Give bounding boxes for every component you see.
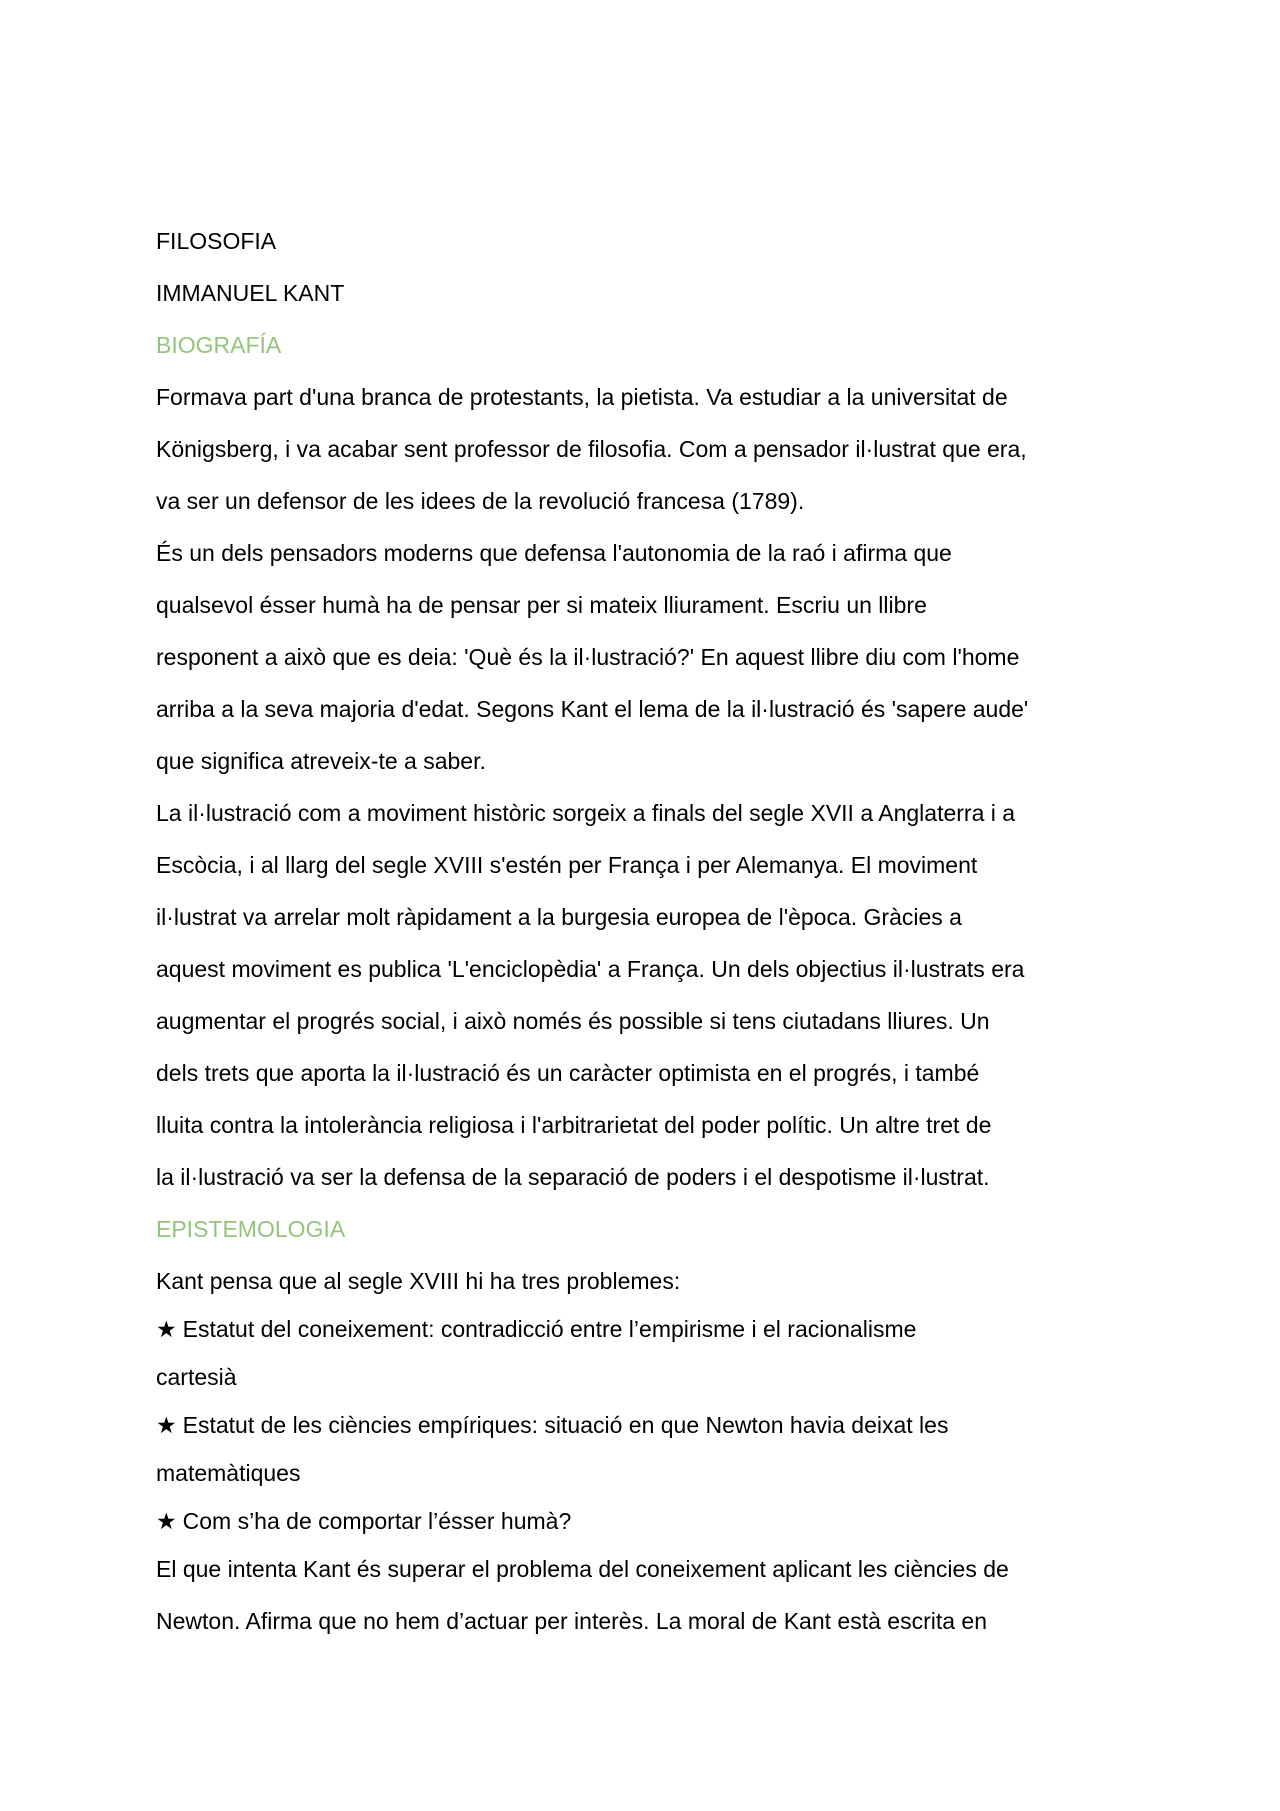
paragraph-line: il·lustrat va arrelar molt ràpidament a la burgesia europea de l'època. Gràcies a	[156, 904, 962, 930]
star-icon: ★	[156, 1316, 177, 1342]
paragraph-line: qualsevol ésser humà ha de pensar per si mateix lliurament. Escriu un llibre	[156, 592, 927, 618]
bullet-continuation: matemàtiques	[156, 1460, 301, 1486]
paragraph-line: dels trets que aporta la il·lustració és un caràcter optimista en el progrés, i també	[156, 1060, 980, 1086]
star-icon: ★	[156, 1412, 177, 1438]
bullet-item	[156, 1504, 1096, 1552]
bullet-text: Com s’ha de comportar l’ésser humà?	[182, 1508, 572, 1534]
paragraph-line: que significa atreveix-te a saber.	[156, 748, 486, 774]
paragraph-line: la il·lustració va ser la defensa de la separació de poders i el despotisme il·lustrat.	[156, 1164, 990, 1190]
paragraph-line: responent a això que es deia: 'Què és la il·lustració?' En aquest llibre diu com l'home	[156, 644, 1020, 670]
paragraph-line: va ser un defensor de les idees de la revolució francesa (1789).	[156, 488, 805, 514]
paragraph-line: arriba a la seva majoria d'edat. Segons Kant el lema de la il·lustració és 'sapere aude'	[156, 696, 1029, 722]
paragraph-line: augmentar el progrés social, i això només és possible si tens ciutadans lliures. Un	[156, 1008, 990, 1034]
bullet-continuation: cartesià	[156, 1364, 237, 1390]
bullet-item	[156, 1312, 1096, 1360]
paragraph-line: lluita contra la intolerància religiosa i l'arbitrarietat del poder polític. Un altre tret de	[156, 1112, 992, 1138]
bullet-text: Estatut de les ciències empíriques: situació en que Newton havia deixat les	[182, 1412, 949, 1438]
paragraph-line: Escòcia, i al llarg del segle XVIII s'estén per França i per Alemanya. El moviment	[156, 852, 978, 878]
document-subject: FILOSOFIA	[156, 228, 277, 254]
document-page	[156, 224, 1096, 1656]
star-icon: ★	[156, 1508, 177, 1534]
paragraph-line: La il·lustració com a moviment històric sorgeix a finals del segle XVII a Anglaterra i a	[156, 800, 1016, 826]
paragraph-line: aquest moviment es publica 'L'enciclopèdia' a França. Un dels objectius il·lustrats era	[156, 956, 1025, 982]
paragraph-line: El que intenta Kant és superar el problema del coneixement aplicant les ciències de	[156, 1556, 1009, 1582]
paragraph-line: Newton. Afirma que no hem d’actuar per interès. La moral de Kant està escrita en	[156, 1608, 987, 1634]
section-heading-biografia: BIOGRAFÍA	[156, 332, 282, 358]
section-intro: Kant pensa que al segle XVIII hi ha tres problemes:	[156, 1268, 681, 1294]
bullet-text: Estatut del coneixement: contradicció entre l’empirisme i el racionalisme	[182, 1316, 917, 1342]
paragraph-line: Formava part d'una branca de protestants, la pietista. Va estudiar a la universitat de	[156, 384, 1008, 410]
section-heading-epistemologia: EPISTEMOLOGIA	[156, 1216, 346, 1242]
paragraph-line: És un dels pensadors moderns que defensa l'autonomia de la raó i afirma que	[156, 540, 952, 566]
bullet-item	[156, 1408, 1096, 1456]
document-title: IMMANUEL KANT	[156, 280, 345, 306]
paragraph-line: Königsberg, i va acabar sent professor de filosofia. Com a pensador il·lustrat que era,	[156, 436, 1027, 462]
